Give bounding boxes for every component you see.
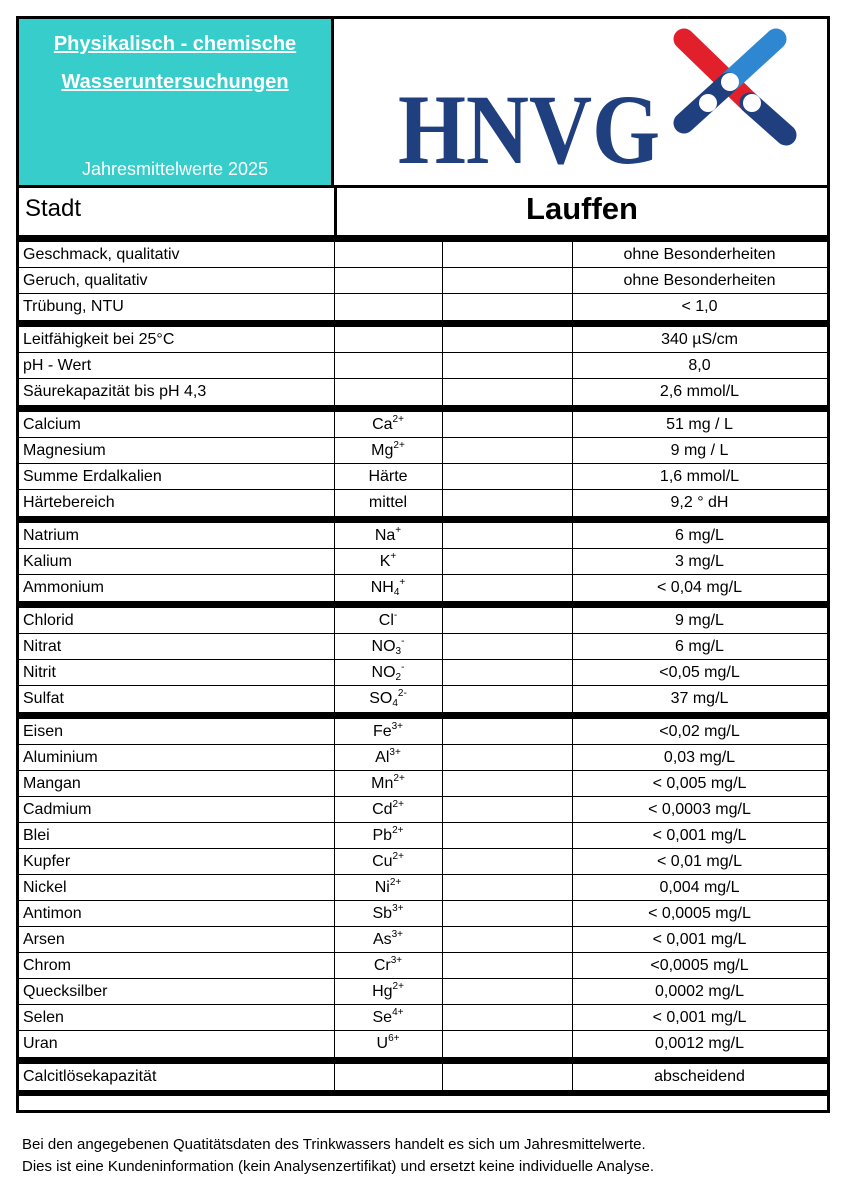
group-separator (19, 1090, 827, 1096)
parameter-value: 0,03 mg/L (663, 749, 736, 766)
parameter-value: 3 mg/L (675, 553, 724, 570)
symbol-subscript: 3 (395, 646, 402, 657)
symbol-subscript: 4 (392, 698, 398, 709)
parameter-name: Kupfer (23, 853, 71, 870)
group-separator (19, 601, 827, 608)
symbol-charge: + (390, 551, 397, 562)
parameter-value: < 0,01 mg/L (657, 853, 742, 870)
symbol-base: NO (371, 664, 396, 681)
parameter-name: pH - Wert (23, 357, 92, 374)
parameter-value: < 0,005 mg/L (652, 775, 747, 792)
symbol-charge: 3+ (391, 929, 404, 940)
parameter-value: 37 mg/L (670, 690, 729, 707)
chemical-symbol (335, 931, 441, 949)
chemical-symbol (335, 494, 441, 512)
table-row (19, 875, 827, 901)
symbol-charge: 2+ (389, 877, 402, 888)
symbol-subscript: 2 (395, 672, 402, 683)
footer-line-1: Bei den angegebenen Quatitätsdaten des Trinkwassers handelt es sich um Jahresmittelwerte. (22, 1136, 646, 1153)
chemical-symbol (335, 1009, 441, 1027)
title-line-2: Wasseruntersuchungen (61, 71, 289, 93)
table-row (19, 464, 827, 490)
table-row (19, 294, 827, 320)
parameter-value: 8,0 (688, 357, 711, 374)
chemical-symbol (335, 468, 441, 486)
parameter-name: Aluminium (23, 749, 98, 766)
symbol-charge: 2+ (392, 851, 404, 862)
parameter-value: abscheidend (654, 1068, 745, 1085)
parameter-value: 6 mg/L (675, 638, 724, 655)
symbol-base: Hg (372, 983, 393, 1000)
symbol-base: NO (371, 638, 396, 655)
chemical-symbol (335, 690, 441, 708)
symbol-charge: - (393, 610, 398, 621)
parameter-name: Selen (23, 1009, 64, 1026)
parameter-name: Geschmack, qualitativ (23, 246, 180, 263)
symbol-base: U (376, 1035, 389, 1052)
group-separator (19, 405, 827, 412)
table-row (19, 412, 827, 438)
water-analysis-sheet (16, 16, 830, 1113)
parameter-name: Nitrat (23, 638, 62, 655)
parameter-value: < 0,0003 mg/L (648, 801, 751, 818)
symbol-base: Al (375, 749, 390, 766)
table-row (19, 634, 827, 660)
parameter-name: Cadmium (23, 801, 92, 818)
table-row (19, 979, 827, 1005)
footer-line-2: Dies ist eine Kundeninformation (kein Analysenzertifikat) und ersetzt keine individuelle Analyse. (22, 1158, 655, 1175)
symbol-base: Pb (372, 827, 393, 844)
parameter-value: ohne Besonderheiten (623, 272, 776, 289)
parameter-value: 9,2 ° dH (670, 494, 729, 511)
group-separator (19, 712, 827, 719)
symbol-base: mittel (368, 494, 408, 511)
parameter-value: <0,02 mg/L (659, 723, 740, 740)
symbol-base: Mg (371, 442, 394, 459)
symbol-charge: 2+ (392, 825, 404, 836)
symbol-charge: 2- (397, 688, 407, 699)
chemical-symbol (335, 723, 441, 741)
parameter-value: < 1,0 (681, 298, 718, 315)
table-row (19, 686, 827, 712)
group-separator (19, 235, 827, 242)
chemical-symbol (335, 905, 441, 923)
symbol-charge: 2+ (392, 799, 404, 810)
parameter-value: < 0,001 mg/L (652, 1009, 747, 1026)
symbol-charge: 4+ (392, 1007, 404, 1018)
parameter-value: 9 mg / L (670, 442, 729, 459)
symbol-charge: - (401, 662, 405, 673)
chemical-symbol (335, 879, 441, 897)
parameter-name: Quecksilber (23, 983, 108, 1000)
parameter-value: 6 mg/L (675, 527, 724, 544)
symbol-base: Ni (374, 879, 390, 896)
symbol-base: As (372, 931, 392, 948)
parameter-name: Nitrit (23, 664, 56, 681)
parameter-name: Ammonium (23, 579, 104, 596)
symbol-base: Mn (371, 775, 394, 792)
symbol-charge: + (395, 525, 402, 536)
symbol-base: Härte (368, 468, 408, 485)
parameter-name: Härtebereich (23, 494, 115, 511)
chemical-symbol (335, 775, 441, 793)
parameter-value: < 0,001 mg/L (652, 931, 747, 948)
symbol-charge: - (401, 636, 405, 647)
table-row (19, 797, 827, 823)
symbol-base: Cd (372, 801, 393, 818)
parameter-value: 0,0012 mg/L (655, 1035, 744, 1052)
chemical-symbol (335, 983, 441, 1001)
table-row (19, 490, 827, 516)
table-row (19, 823, 827, 849)
table-row (19, 379, 827, 405)
symbol-charge: 3+ (392, 903, 404, 914)
symbol-base: K (379, 553, 391, 570)
parameter-value: 1,6 mmol/L (659, 468, 740, 485)
chemical-symbol (335, 801, 441, 819)
symbol-base: SO (369, 690, 393, 707)
symbol-base: Cu (372, 853, 393, 870)
parameter-name: Trübung, NTU (23, 298, 124, 315)
table-row (19, 719, 827, 745)
chemical-symbol (335, 416, 441, 434)
symbol-base: Cr (373, 957, 391, 974)
symbol-charge: 3+ (390, 955, 403, 966)
symbol-base: NH (370, 579, 394, 596)
city-label: Stadt (25, 195, 82, 222)
symbol-base: Fe (372, 723, 392, 740)
table-row (19, 1031, 827, 1057)
symbol-charge: + (399, 577, 406, 588)
chemical-symbol (335, 579, 441, 597)
parameter-name: Eisen (23, 723, 64, 740)
group-separator (19, 516, 827, 523)
symbol-charge: 2+ (393, 773, 405, 784)
column-divider (442, 235, 443, 1090)
parameter-value: 340 µS/cm (661, 331, 738, 348)
symbol-base: Cl (378, 612, 394, 629)
parameter-name: Magnesium (23, 442, 106, 459)
chemical-symbol (335, 827, 441, 845)
group-separator (19, 320, 827, 327)
table-row (19, 771, 827, 797)
parameter-name: Chlorid (23, 612, 74, 629)
column-divider (334, 235, 335, 1090)
symbol-base: Ca (372, 416, 393, 433)
footer-note (22, 1134, 822, 1178)
table-row (19, 849, 827, 875)
table-row (19, 745, 827, 771)
parameter-name: Säurekapazität bis pH 4,3 (23, 383, 207, 400)
logo-wordmark: HNVG (398, 74, 660, 185)
group-separator (19, 1057, 827, 1064)
parameter-name: Mangan (23, 775, 81, 792)
table-row (19, 438, 827, 464)
parameter-name: Natrium (23, 527, 80, 544)
chemical-symbol (335, 853, 441, 871)
parameter-value: < 0,001 mg/L (652, 827, 747, 844)
parameter-name: Leitfähigkeit bei 25°C (23, 331, 175, 348)
symbol-charge: 6+ (388, 1033, 400, 1044)
parameter-value: 0,0002 mg/L (655, 983, 744, 1000)
parameter-name: Arsen (23, 931, 65, 948)
chemical-symbol (335, 527, 441, 545)
table-row (19, 523, 827, 549)
subtitle-year: Jahresmittelwerte 2025 (81, 159, 269, 179)
parameter-name: Nickel (23, 879, 67, 896)
parameter-value: 9 mg/L (675, 612, 724, 629)
parameter-value: <0,0005 mg/L (650, 957, 749, 974)
table-row (19, 549, 827, 575)
parameter-name: Geruch, qualitativ (23, 272, 148, 289)
table-row (19, 327, 827, 353)
parameter-name: Chrom (23, 957, 72, 974)
parameter-name: Calcium (23, 416, 81, 433)
table-row (19, 268, 827, 294)
table-row (19, 660, 827, 686)
parameter-name: Uran (23, 1035, 58, 1052)
table-row (19, 353, 827, 379)
chemical-symbol (335, 957, 441, 975)
chemical-symbol (335, 638, 441, 656)
parameter-name: Antimon (23, 905, 82, 922)
chemical-symbol (335, 553, 441, 571)
chemical-symbol (335, 442, 441, 460)
table-row (19, 575, 827, 601)
symbol-charge: 2+ (393, 440, 405, 451)
parameter-value: ohne Besonderheiten (623, 246, 776, 263)
parameter-name: Blei (23, 827, 50, 844)
table-row (19, 608, 827, 634)
chemical-symbol (335, 612, 441, 630)
parameter-value: 0,004 mg/L (659, 879, 740, 896)
symbol-charge: 3+ (391, 721, 404, 732)
parameter-value: 51 mg / L (666, 416, 733, 433)
table-row (19, 1064, 827, 1090)
parameter-name: Kalium (23, 553, 72, 570)
symbol-charge: 3+ (389, 747, 401, 758)
parameter-value: <0,05 mg/L (659, 664, 740, 681)
column-divider (572, 235, 573, 1090)
title-line-1: Physikalisch - chemische (53, 33, 297, 55)
symbol-base: Na (374, 527, 396, 544)
symbol-base: Sb (372, 905, 393, 922)
chemical-symbol (335, 1035, 441, 1053)
city-name: Lauffen (526, 191, 638, 226)
analysis-table (19, 19, 827, 1110)
parameter-name: Sulfat (23, 690, 64, 707)
parameter-name: Summe Erdalkalien (23, 468, 162, 485)
symbol-subscript: 4 (393, 587, 400, 598)
table-row (19, 927, 827, 953)
chemical-symbol (335, 749, 441, 767)
chemical-symbol (335, 664, 441, 682)
symbol-charge: 2+ (392, 981, 404, 992)
table-row (19, 1005, 827, 1031)
parameter-value: 2,6 mmol/L (659, 383, 740, 400)
symbol-charge: 2+ (392, 414, 404, 425)
table-row (19, 901, 827, 927)
parameter-value: < 0,04 mg/L (657, 579, 742, 596)
table-row (19, 953, 827, 979)
symbol-base: Se (372, 1009, 393, 1026)
table-row (19, 242, 827, 268)
parameter-value: < 0,0005 mg/L (648, 905, 751, 922)
parameter-name: Calcitlösekapazität (23, 1068, 157, 1085)
